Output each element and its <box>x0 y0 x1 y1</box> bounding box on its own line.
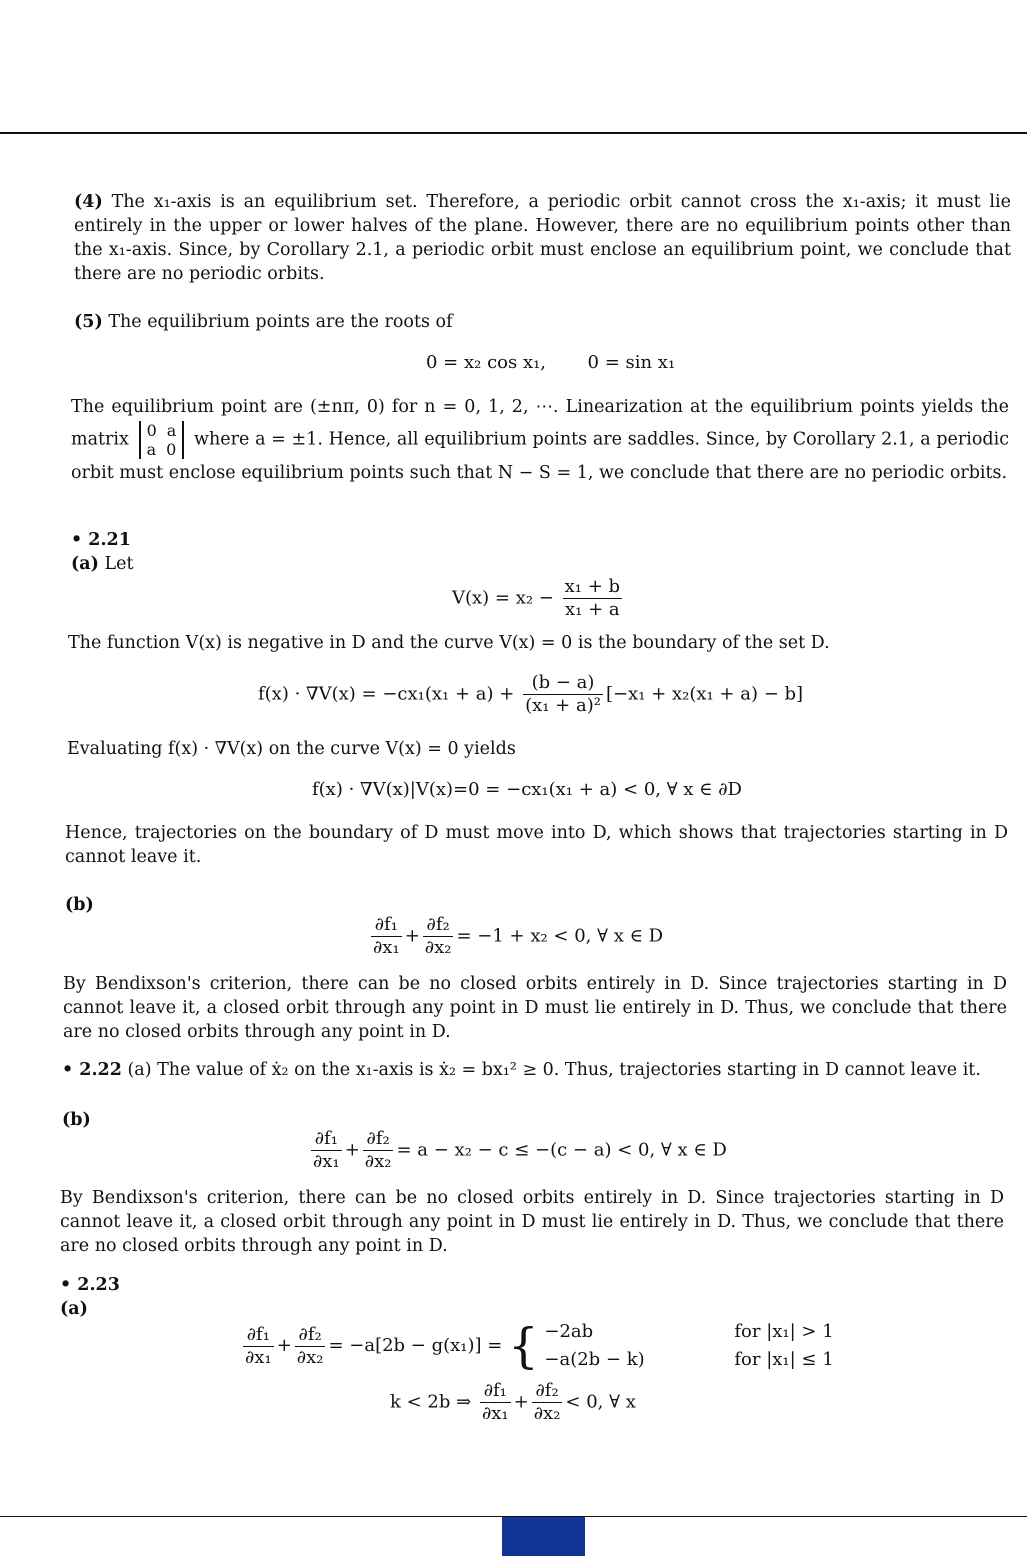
fV-numerator: (b − a) <box>523 672 603 695</box>
V-fraction <box>563 576 622 621</box>
m12: a <box>166 421 177 440</box>
k-rhs: < 0, ∀ x <box>565 1391 636 1413</box>
linearization-matrix <box>139 421 185 459</box>
fV-lhs: f(x) · ∇V(x) = −cx₁(x₁ + a) + <box>258 683 515 705</box>
case1-value: −2ab <box>544 1321 594 1342</box>
m22: 0 <box>166 440 177 459</box>
eq-root-1: 0 = x₂ cos x₁, <box>426 352 547 373</box>
div2-frac-2: $\frac{\text{∂f₂}}{\text{∂x₂}}$ <box>364 1128 392 1172</box>
label-2-21-b: (b) <box>65 895 94 915</box>
equation-divergence-2: $\frac{\text{∂f₁}}{\text{∂x₁}}$ + $\frac{\text{∂f₂}}{\text{∂x₂}}$ = a − x₂ − c ≤ −(c − a) < 0, ∀ x ∈ D <box>313 1128 727 1172</box>
div1-rhs: = −1 + x₂ < 0, ∀ x ∈ D <box>456 925 664 947</box>
equation-fV <box>258 672 803 717</box>
text-let: Let <box>104 554 134 574</box>
equation-divergence-3: $\frac{\text{∂f₁}}{\text{∂x₁}}$ + $\frac{\text{∂f₂}}{\text{∂x₂}}$ = −a[2b − g(x₁)] = { −2ab for |x₁| > 1 −a(2b − k) for |x₁| ≤ 1 <box>245 1318 834 1374</box>
text-hence: Hence, trajectories on the boundary of D must move into D, which shows that trajectories starting in D cannot leave it. <box>65 823 1008 867</box>
eq-root-2: 0 = sin x₁ <box>587 352 676 373</box>
heading-2-22: • 2.22 <box>62 1060 122 1080</box>
div3-frac-2: $\frac{\text{∂f₂}}{\text{∂x₂}}$ <box>296 1323 324 1368</box>
div1-frac-2: $\frac{\text{∂f₂}}{\text{∂x₂}}$ <box>424 914 452 958</box>
case2-cond: for |x₁| ≤ 1 <box>734 1349 834 1370</box>
paragraph-5-intro <box>74 310 1011 334</box>
paragraph-2-22-a <box>62 1058 1012 1082</box>
text-evaluating: Evaluating f(x) · ∇V(x) on the curve V(x) = 0 yields <box>67 739 516 759</box>
V-numerator: x₁ + b <box>564 576 621 597</box>
paragraph-5-body <box>71 393 1009 487</box>
text-bendixson-2: By Bendixson's criterion, there can be no closed orbits entirely in D. Since trajectories starting in D cannot leave it, a closed orbit through any point in D must lie entirely in D. Thus, we conclude that there are no closed orbits through any point in D. <box>60 1188 1004 1256</box>
case2-value: −a(2b − k) <box>544 1349 645 1370</box>
m21: a <box>146 440 157 459</box>
equation-roots <box>426 352 675 373</box>
div2-rhs: = a − x₂ − c ≤ −(c − a) < 0, ∀ x ∈ D <box>396 1139 727 1161</box>
label-5: (5) <box>74 312 103 332</box>
fV-denominator: (x₁ + a)² <box>525 695 601 716</box>
div2-frac-1: $\frac{\text{∂f₁}}{\text{∂x₁}}$ <box>313 1128 340 1172</box>
header-rule <box>0 132 1027 134</box>
text-2-22-a: (a) The value of ẋ₂ on the x₁-axis is ẋ₂ = bx₁² ≥ 0. Thus, trajectories starting in D cannot leave it. <box>127 1060 981 1080</box>
text-5-b: where a = ±1. Hence, all equilibrium points are saddles. Since, by Corollary 2.1, a periodic orbit must enclose equilibrium points such that N − S = 1, we conclude that there are no periodic orbits. <box>71 429 1009 483</box>
equation-k-condition: k < 2b ⇒ $\frac{\text{∂f₁}}{\text{∂x₁}}$ + $\frac{\text{∂f₂}}{\text{∂x₂}}$ < 0, ∀ x <box>390 1380 636 1424</box>
label-2-23-a: (a) <box>60 1299 88 1319</box>
cases <box>544 1318 833 1374</box>
k-frac-2: $\frac{\text{∂f₂}}{\text{∂x₂}}$ <box>533 1380 561 1424</box>
k-lhs: k < 2b ⇒ <box>390 1391 472 1413</box>
equation-divergence-1: $\frac{\text{∂f₁}}{\text{∂x₁}}$ + $\frac{\text{∂f₂}}{\text{∂x₂}}$ = −1 + x₂ < 0, ∀ x ∈ D <box>373 914 664 958</box>
k-frac-1: $\frac{\text{∂f₁}}{\text{∂x₁}}$ <box>481 1380 509 1424</box>
cases-brace: { <box>508 1318 539 1374</box>
V-denominator: x₁ + a <box>565 599 620 620</box>
text-5-a: The equilibrium point are (±nπ, 0) for n = 0, 1, 2, ⋯. Linearization at the equilibrium points yields the matrix <box>71 397 1009 450</box>
text-bendixson-1: By Bendixson's criterion, there can be no closed orbits entirely in D. Since trajectories starting in D cannot leave it, a closed orbit through any point in D must lie entirely in D. Thus, we conclude that there are no closed orbits through any point in D. <box>63 974 1007 1042</box>
heading-2-21: • 2.21 <box>71 530 131 550</box>
equation-eval: f(x) · ∇V(x)|V(x)=0 = −cx₁(x₁ + a) < 0, ∀ x ∈ ∂D <box>312 779 742 800</box>
text-V-description: The function V(x) is negative in D and the curve V(x) = 0 is the boundary of the set D. <box>68 633 830 653</box>
label-2-22-b: (b) <box>62 1110 91 1130</box>
label-4: (4) <box>74 192 103 212</box>
page-number-badge <box>502 1517 585 1556</box>
case1-cond: for |x₁| > 1 <box>734 1321 834 1342</box>
heading-2-23: • 2.23 <box>60 1275 120 1295</box>
m11: 0 <box>146 421 157 440</box>
paragraph-4 <box>74 190 1011 286</box>
fV-rhs: [−x₁ + x₂(x₁ + a) − b] <box>605 683 804 705</box>
label-2-21-a: (a) Let <box>71 554 134 574</box>
div1-frac-1: $\frac{\text{∂f₁}}{\text{∂x₁}}$ <box>373 914 400 958</box>
div3-mid: = −a[2b − g(x₁)] = <box>328 1335 503 1356</box>
div3-frac-1: $\frac{\text{∂f₁}}{\text{∂x₁}}$ <box>245 1323 272 1368</box>
V-lhs: V(x) = x₂ − <box>452 587 554 609</box>
text-5-intro: The equilibrium points are the roots of <box>108 312 453 332</box>
equation-V <box>452 576 625 621</box>
fV-fraction <box>523 672 603 717</box>
text-4: The x₁-axis is an equilibrium set. Therefore, a periodic orbit cannot cross the x₁-axis; it must lie entirely in the upper or lower halves of the plane. However, there are no equilibrium points other than the x₁-axis. Since, by Corollary 2.1, a periodic orbit must enclose an equilibrium point, we conclude that there are no periodic orbits. <box>74 192 1011 284</box>
